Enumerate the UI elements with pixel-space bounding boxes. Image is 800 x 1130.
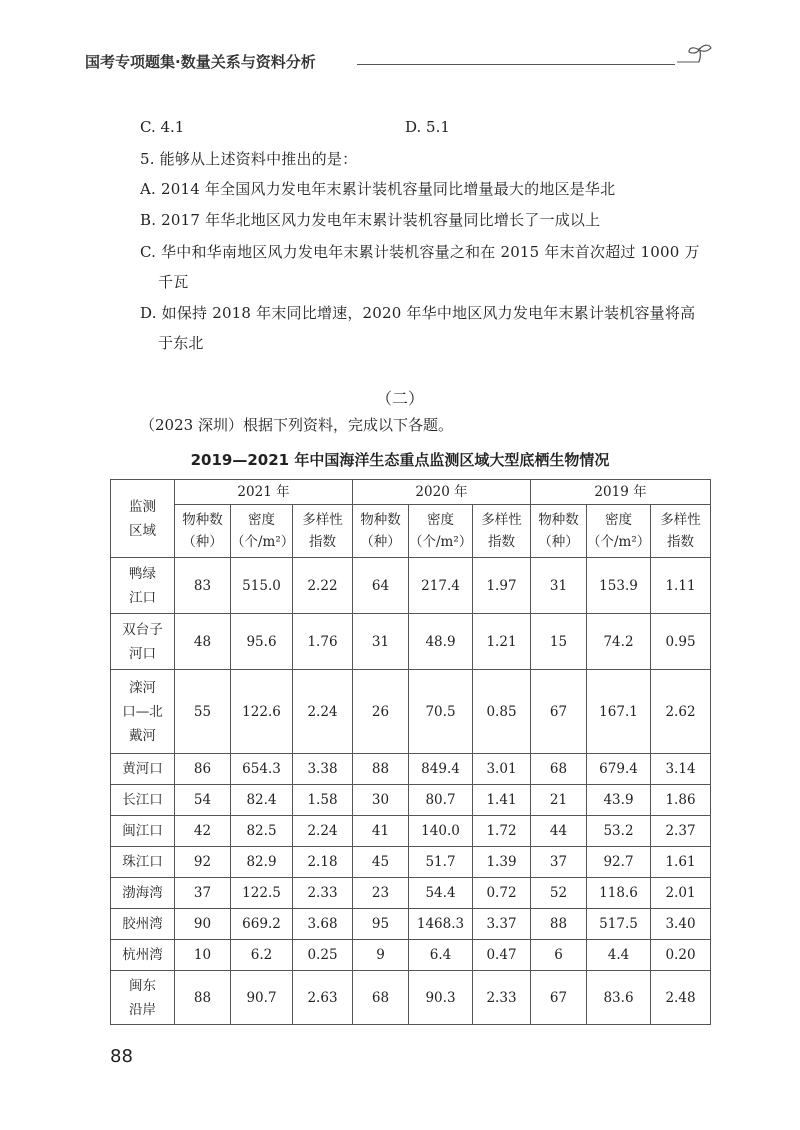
value-cell: 6.4 xyxy=(409,940,473,971)
value-cell: 2.62 xyxy=(651,670,711,754)
value-cell: 86 xyxy=(175,754,231,785)
value-cell: 1.58 xyxy=(293,785,353,816)
value-cell: 1.11 xyxy=(651,558,711,614)
value-cell: 0.47 xyxy=(473,940,531,971)
value-cell: 2.63 xyxy=(293,971,353,1025)
question-option-a: A. 2014 年全国风力发电年末累计装机容量同比增量最大的地区是华北 xyxy=(140,180,616,198)
species-header: 物种数 （种） xyxy=(353,505,409,558)
question-option-d-cont: 于东北 xyxy=(158,334,204,352)
value-cell: 23 xyxy=(353,878,409,909)
year-header-2020: 2020 年 xyxy=(353,480,531,505)
value-cell: 2.18 xyxy=(293,847,353,878)
value-cell: 3.68 xyxy=(293,909,353,940)
value-cell: 82.5 xyxy=(231,816,293,847)
value-cell: 1.39 xyxy=(473,847,531,878)
value-cell: 80.7 xyxy=(409,785,473,816)
running-header xyxy=(85,48,715,78)
table-body xyxy=(111,558,711,1025)
density-header: 密度 （个/m²） xyxy=(231,505,293,558)
value-cell: 95.6 xyxy=(231,614,293,670)
value-cell: 43.9 xyxy=(587,785,651,816)
value-cell: 9 xyxy=(353,940,409,971)
question-option-c: C. 华中和华南地区风力发电年末累计装机容量之和在 2015 年末首次超过 1000 万 xyxy=(140,243,700,261)
value-cell: 3.40 xyxy=(651,909,711,940)
table-row xyxy=(111,940,711,971)
region-cell: 渤海湾 xyxy=(111,878,175,909)
value-cell: 217.4 xyxy=(409,558,473,614)
value-cell: 21 xyxy=(531,785,587,816)
value-cell: 654.3 xyxy=(231,754,293,785)
value-cell: 4.4 xyxy=(587,940,651,971)
value-cell: 88 xyxy=(353,754,409,785)
value-cell: 41 xyxy=(353,816,409,847)
value-cell: 669.2 xyxy=(231,909,293,940)
value-cell: 515.0 xyxy=(231,558,293,614)
value-cell: 31 xyxy=(531,558,587,614)
density-header: 密度 （个/m²） xyxy=(587,505,651,558)
question-option-c-cont: 千瓦 xyxy=(158,273,189,291)
value-cell: 0.72 xyxy=(473,878,531,909)
value-cell: 52 xyxy=(531,878,587,909)
value-cell: 3.01 xyxy=(473,754,531,785)
value-cell: 2.01 xyxy=(651,878,711,909)
year-header-row xyxy=(111,480,711,505)
value-cell: 167.1 xyxy=(587,670,651,754)
value-cell: 2.22 xyxy=(293,558,353,614)
region-header-line1: 监测 xyxy=(129,498,156,515)
region-cell: 胶州湾 xyxy=(111,909,175,940)
value-cell: 82.9 xyxy=(231,847,293,878)
value-cell: 68 xyxy=(531,754,587,785)
value-cell: 2.37 xyxy=(651,816,711,847)
value-cell: 70.5 xyxy=(409,670,473,754)
value-cell: 1.97 xyxy=(473,558,531,614)
value-cell: 45 xyxy=(353,847,409,878)
page-number: 88 xyxy=(110,1046,133,1067)
value-cell: 679.4 xyxy=(587,754,651,785)
value-cell: 54 xyxy=(175,785,231,816)
region-cell: 杭州湾 xyxy=(111,940,175,971)
value-cell: 0.95 xyxy=(651,614,711,670)
table-row xyxy=(111,614,711,670)
value-cell: 2.33 xyxy=(293,878,353,909)
year-header-2021: 2021 年 xyxy=(175,480,353,505)
table-row xyxy=(111,754,711,785)
table-title: 2019—2021 年中国海洋生态重点监测区域大型底栖生物情况 xyxy=(190,451,610,469)
value-cell: 118.6 xyxy=(587,878,651,909)
header-rule xyxy=(357,64,675,65)
value-cell: 6.2 xyxy=(231,940,293,971)
value-cell: 95 xyxy=(353,909,409,940)
value-cell: 30 xyxy=(353,785,409,816)
value-cell: 92.7 xyxy=(587,847,651,878)
region-cell: 滦河 口—北 戴河 xyxy=(111,670,175,754)
value-cell: 67 xyxy=(531,971,587,1025)
value-cell: 82.4 xyxy=(231,785,293,816)
value-cell: 42 xyxy=(175,816,231,847)
value-cell: 37 xyxy=(531,847,587,878)
density-header: 密度 （个/m²） xyxy=(409,505,473,558)
value-cell: 53.2 xyxy=(587,816,651,847)
section-title: （二） xyxy=(375,389,424,408)
value-cell: 15 xyxy=(531,614,587,670)
value-cell: 0.85 xyxy=(473,670,531,754)
value-cell: 51.7 xyxy=(409,847,473,878)
value-cell: 0.25 xyxy=(293,940,353,971)
value-cell: 1.72 xyxy=(473,816,531,847)
value-cell: 64 xyxy=(353,558,409,614)
option-c-prev: C. 4.1 xyxy=(140,118,185,136)
value-cell: 6 xyxy=(531,940,587,971)
value-cell: 2.33 xyxy=(473,971,531,1025)
value-cell: 1.61 xyxy=(651,847,711,878)
value-cell: 1.86 xyxy=(651,785,711,816)
value-cell: 3.37 xyxy=(473,909,531,940)
value-cell: 90 xyxy=(175,909,231,940)
region-header xyxy=(111,480,175,558)
value-cell: 1468.3 xyxy=(409,909,473,940)
value-cell: 83 xyxy=(175,558,231,614)
region-cell: 闽江口 xyxy=(111,816,175,847)
value-cell: 2.48 xyxy=(651,971,711,1025)
value-cell: 88 xyxy=(175,971,231,1025)
species-header: 物种数 （种） xyxy=(531,505,587,558)
value-cell: 74.2 xyxy=(587,614,651,670)
value-cell: 1.76 xyxy=(293,614,353,670)
table-row xyxy=(111,878,711,909)
table-row xyxy=(111,847,711,878)
value-cell: 48 xyxy=(175,614,231,670)
question-stem: 5. 能够从上述资料中推出的是： xyxy=(140,150,358,168)
value-cell: 83.6 xyxy=(587,971,651,1025)
region-cell: 闽东 沿岸 xyxy=(111,971,175,1025)
value-cell: 54.4 xyxy=(409,878,473,909)
value-cell: 2.24 xyxy=(293,670,353,754)
region-cell: 珠江口 xyxy=(111,847,175,878)
option-d-prev: D. 5.1 xyxy=(405,118,450,136)
table-row xyxy=(111,909,711,940)
value-cell: 55 xyxy=(175,670,231,754)
year-header-2019: 2019 年 xyxy=(531,480,711,505)
region-cell: 双台子 河口 xyxy=(111,614,175,670)
value-cell: 1.21 xyxy=(473,614,531,670)
header-title: 国考专项题集·数量关系与资料分析 xyxy=(85,53,316,71)
diversity-header: 多样性 指数 xyxy=(293,505,353,558)
table-row xyxy=(111,971,711,1025)
species-header: 物种数 （种） xyxy=(175,505,231,558)
section-intro: （2023 深圳）根据下列资料，完成以下各题。 xyxy=(140,416,453,434)
value-cell: 140.0 xyxy=(409,816,473,847)
region-cell: 长江口 xyxy=(111,785,175,816)
value-cell: 3.14 xyxy=(651,754,711,785)
value-cell: 26 xyxy=(353,670,409,754)
table-row xyxy=(111,558,711,614)
sub-header-row xyxy=(111,505,711,558)
value-cell: 88 xyxy=(531,909,587,940)
table-row xyxy=(111,670,711,754)
table-row xyxy=(111,785,711,816)
value-cell: 10 xyxy=(175,940,231,971)
value-cell: 68 xyxy=(353,971,409,1025)
region-header-line2: 区域 xyxy=(129,522,156,539)
value-cell: 0.20 xyxy=(651,940,711,971)
value-cell: 2.24 xyxy=(293,816,353,847)
value-cell: 122.6 xyxy=(231,670,293,754)
diversity-header: 多样性 指数 xyxy=(651,505,711,558)
value-cell: 849.4 xyxy=(409,754,473,785)
question-option-b: B. 2017 年华北地区风力发电年末累计装机容量同比增长了一成以上 xyxy=(140,211,601,229)
value-cell: 153.9 xyxy=(587,558,651,614)
diversity-header: 多样性 指数 xyxy=(473,505,531,558)
table-row xyxy=(111,816,711,847)
value-cell: 3.38 xyxy=(293,754,353,785)
value-cell: 517.5 xyxy=(587,909,651,940)
region-cell: 鸭绿 江口 xyxy=(111,558,175,614)
value-cell: 67 xyxy=(531,670,587,754)
value-cell: 48.9 xyxy=(409,614,473,670)
value-cell: 122.5 xyxy=(231,878,293,909)
value-cell: 90.7 xyxy=(231,971,293,1025)
value-cell: 90.3 xyxy=(409,971,473,1025)
value-cell: 92 xyxy=(175,847,231,878)
data-table xyxy=(110,479,711,1025)
region-cell: 黄河口 xyxy=(111,754,175,785)
value-cell: 44 xyxy=(531,816,587,847)
value-cell: 1.41 xyxy=(473,785,531,816)
question-option-d: D. 如保持 2018 年末同比增速，2020 年华中地区风力发电年末累计装机容量将高 xyxy=(140,304,696,322)
value-cell: 31 xyxy=(353,614,409,670)
sprout-icon xyxy=(675,40,715,70)
value-cell: 37 xyxy=(175,878,231,909)
